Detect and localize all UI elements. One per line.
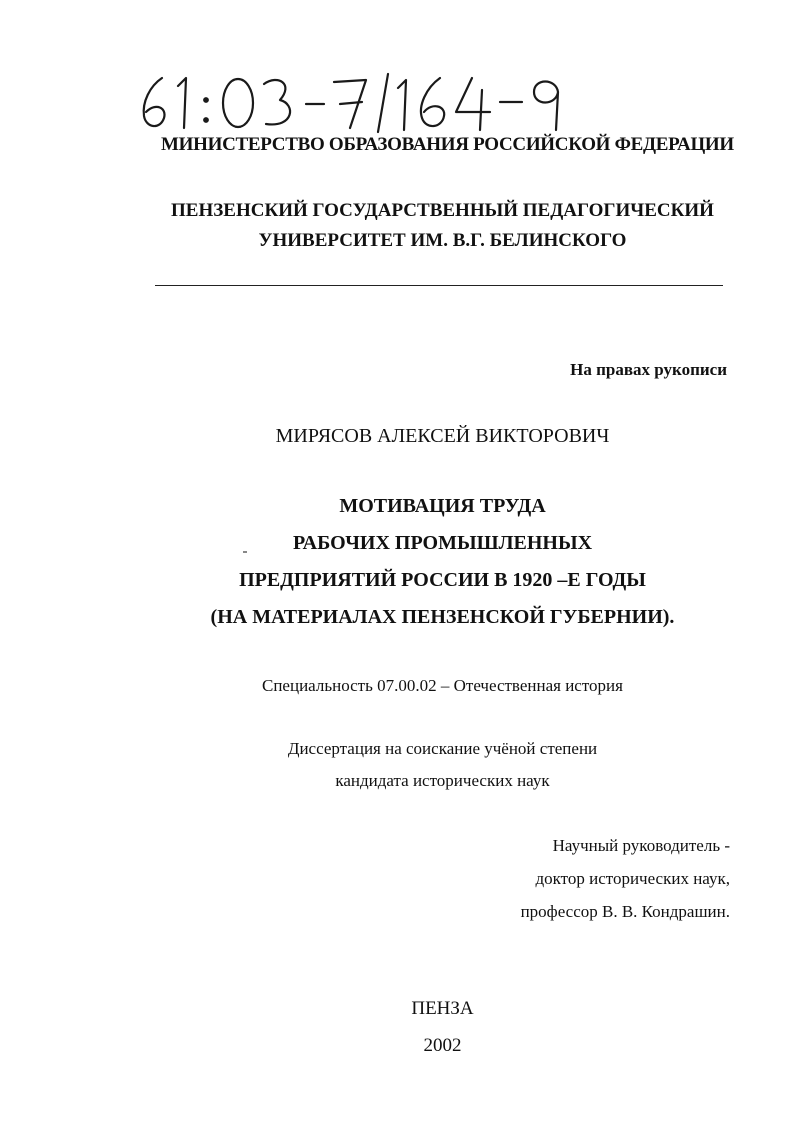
- specialty-line: Специальность 07.00.02 – Отечественная история: [262, 676, 623, 695]
- title-line: МОТИВАЦИЯ ТРУДА: [339, 495, 546, 517]
- title-line: РАБОЧИХ ПРОМЫШЛЕННЫХ: [292, 532, 593, 554]
- degree-line-1: Диссертация на соискание учёной степени: [287, 739, 598, 758]
- advisor-line: доктор исторических наук,: [535, 869, 730, 888]
- degree-line-2: кандидата исторических наук: [335, 771, 550, 790]
- title-line: (НА МАТЕРИАЛАХ ПЕНЗЕНСКОЙ ГУБЕРНИИ).: [210, 606, 675, 628]
- year: 2002: [423, 1035, 462, 1056]
- city: ПЕНЗА: [411, 998, 474, 1019]
- title-line: ПРЕДПРИЯТИЙ РОССИИ В 1920 –Е ГОДЫ: [239, 569, 646, 591]
- scan-speck: [243, 551, 247, 553]
- handwritten-catalog-code: [138, 72, 598, 134]
- author-name: МИРЯСОВ АЛЕКСЕЙ ВИКТОРОВИЧ: [275, 425, 610, 447]
- ministry-heading: МИНИСТЕРСТВО ОБРАЗОВАНИЯ РОССИЙСКОЙ ФЕДЕРАЦИИ: [161, 134, 734, 155]
- university-name-line-1: ПЕНЗЕНСКИЙ ГОСУДАРСТВЕННЫЙ ПЕДАГОГИЧЕСКИЙ: [171, 200, 714, 221]
- advisor-line: профессор В. В. Кондрашин.: [520, 902, 730, 921]
- advisor-line: Научный руководитель -: [552, 836, 730, 855]
- rights-note: На правах рукописи: [570, 360, 727, 379]
- university-name-line-2: УНИВЕРСИТЕТ ИМ. В.Г. БЕЛИНСКОГО: [258, 230, 627, 251]
- header-divider: [155, 285, 723, 286]
